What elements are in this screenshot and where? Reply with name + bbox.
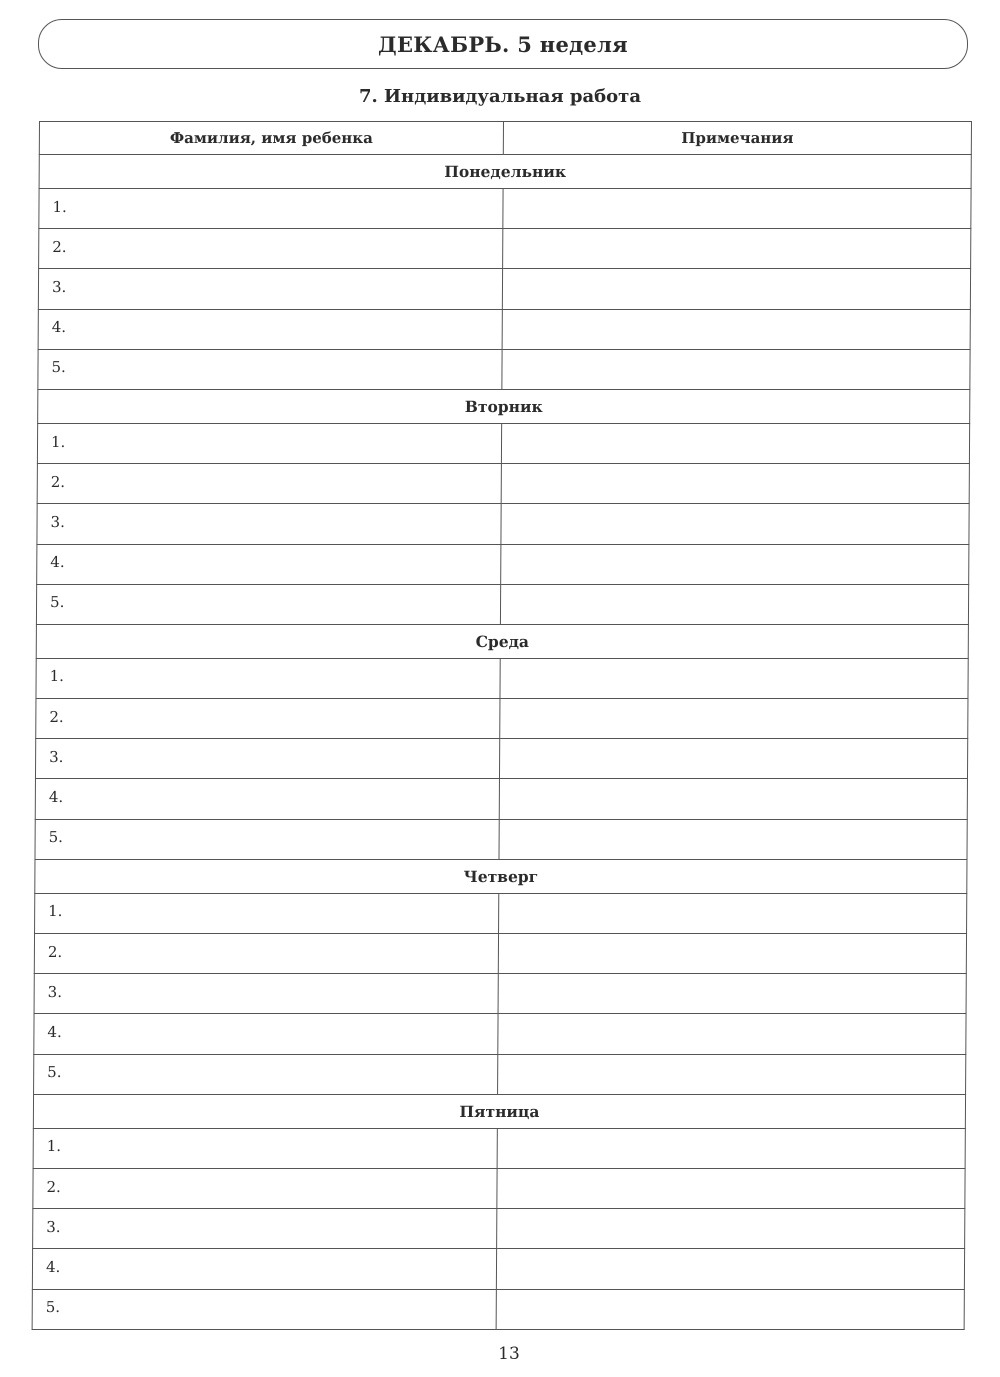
table-row <box>32 1249 964 1289</box>
notes-cell[interactable] <box>500 584 968 624</box>
table-row <box>34 974 966 1014</box>
page-number: 13 <box>498 1344 520 1364</box>
row-number[interactable]: 1. <box>35 893 499 933</box>
day-label: Среда <box>36 624 968 658</box>
notes-cell[interactable] <box>500 658 968 698</box>
notes-cell[interactable] <box>496 1289 964 1329</box>
table-row <box>36 658 968 698</box>
row-number[interactable]: 2. <box>37 464 501 504</box>
row-number[interactable]: 1. <box>36 658 500 698</box>
day-label: Вторник <box>38 389 970 423</box>
day-row-wednesday <box>36 624 968 658</box>
notes-cell[interactable] <box>499 893 967 933</box>
row-number[interactable]: 4. <box>35 779 499 819</box>
table-row <box>34 934 966 974</box>
column-header-notes: Примечания <box>503 122 971 155</box>
table-row <box>33 1168 965 1208</box>
header-banner <box>38 19 968 69</box>
row-number[interactable]: 1. <box>33 1128 497 1168</box>
table-row <box>33 1128 965 1168</box>
table-row <box>37 423 969 463</box>
row-number[interactable]: 1. <box>39 189 503 229</box>
row-number[interactable]: 4. <box>38 309 502 349</box>
individual-work-table <box>32 121 972 1330</box>
notes-cell[interactable] <box>503 229 971 269</box>
notes-cell[interactable] <box>499 739 967 779</box>
notes-cell[interactable] <box>499 819 967 859</box>
table-row <box>32 1289 964 1329</box>
row-number[interactable]: 4. <box>32 1249 496 1289</box>
notes-cell[interactable] <box>502 309 970 349</box>
table-row <box>35 739 967 779</box>
notes-cell[interactable] <box>497 1128 965 1168</box>
day-label: Четверг <box>35 859 967 893</box>
table-row <box>39 229 971 269</box>
notes-cell[interactable] <box>496 1249 964 1289</box>
notes-cell[interactable] <box>500 699 968 739</box>
column-header-child-name: Фамилия, имя ребенка <box>39 122 503 155</box>
table-row <box>33 1209 965 1249</box>
table-header-row <box>39 122 971 155</box>
row-number[interactable]: 5. <box>38 349 502 389</box>
page-title: ДЕКАБРЬ. 5 неделя <box>377 31 628 57</box>
table-row <box>36 699 968 739</box>
day-row-friday <box>33 1094 965 1128</box>
table-row <box>37 544 969 584</box>
day-label: Понедельник <box>39 155 971 189</box>
row-number[interactable]: 5. <box>36 584 500 624</box>
notes-cell[interactable] <box>501 423 969 463</box>
row-number[interactable]: 2. <box>39 229 503 269</box>
row-number[interactable]: 3. <box>35 739 499 779</box>
table-row <box>38 309 970 349</box>
row-number[interactable]: 5. <box>34 1054 498 1094</box>
notes-cell[interactable] <box>498 1054 966 1094</box>
row-number[interactable]: 3. <box>33 1209 497 1249</box>
notes-cell[interactable] <box>497 1209 965 1249</box>
row-number[interactable]: 3. <box>37 504 501 544</box>
row-number[interactable]: 5. <box>32 1289 496 1329</box>
table-row <box>39 189 971 229</box>
table-row <box>37 464 969 504</box>
notes-cell[interactable] <box>498 974 966 1014</box>
table-row <box>34 1014 966 1054</box>
notes-cell[interactable] <box>501 464 969 504</box>
notes-cell[interactable] <box>501 544 969 584</box>
notes-cell[interactable] <box>502 349 970 389</box>
notes-cell[interactable] <box>501 504 969 544</box>
row-number[interactable]: 2. <box>34 934 498 974</box>
table-row <box>35 819 967 859</box>
day-row-tuesday <box>38 389 970 423</box>
row-number[interactable]: 4. <box>34 1014 498 1054</box>
row-number[interactable]: 5. <box>35 819 499 859</box>
day-row-monday <box>39 155 971 189</box>
table-row <box>35 893 967 933</box>
row-number[interactable]: 3. <box>38 269 502 309</box>
notes-cell[interactable] <box>499 779 967 819</box>
day-row-thursday <box>35 859 967 893</box>
table-row <box>38 349 970 389</box>
notes-cell[interactable] <box>502 269 970 309</box>
table-row <box>38 269 970 309</box>
day-label: Пятница <box>33 1094 965 1128</box>
row-number[interactable]: 2. <box>36 699 500 739</box>
row-number[interactable]: 3. <box>34 974 498 1014</box>
section-title: 7. Индивидуальная работа <box>358 86 641 107</box>
table-row <box>36 584 968 624</box>
table-row <box>37 504 969 544</box>
table-row <box>34 1054 966 1094</box>
notes-cell[interactable] <box>497 1168 965 1208</box>
row-number[interactable]: 2. <box>33 1168 497 1208</box>
row-number[interactable]: 1. <box>37 423 501 463</box>
notes-cell[interactable] <box>498 1014 966 1054</box>
row-number[interactable]: 4. <box>37 544 501 584</box>
table-row <box>35 779 967 819</box>
notes-cell[interactable] <box>503 189 971 229</box>
notes-cell[interactable] <box>498 934 966 974</box>
